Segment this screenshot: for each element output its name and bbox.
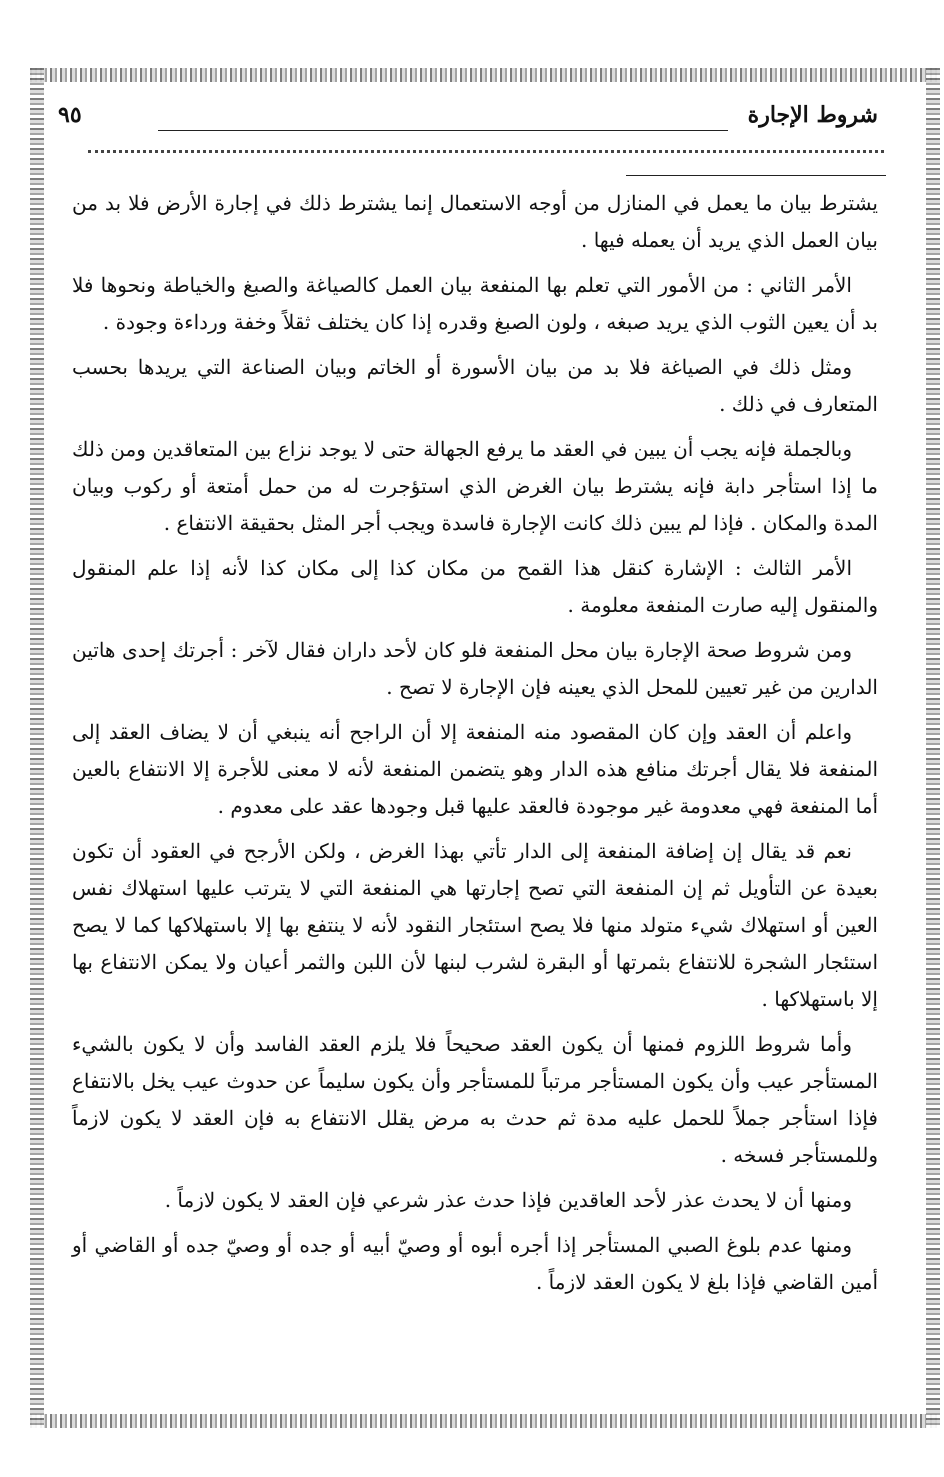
paragraph: ومثل ذلك في الصياغة فلا بد من بيان الأسورة أو الخاتم وبيان الصناعة التي يريدها بحسب المتعارف في ذلك . <box>72 355 878 416</box>
paragraph: واعلم أن العقد وإن كان المقصود منه المنفعة إلا أن الراجح أنه ينبغي أن لا يضاف العقد إلى المنفعة فلا يقال أجرتك منافع هذه الدار وهو يتضمن المنفعة لأنه لا معنى للأجرة إلا الانتفاع بالعين أما المنفعة فهي معدومة غير موجودة فالعقد عليها قبل وجودها عقد على معدوم . <box>72 720 878 818</box>
paragraph: ومنها أن لا يحدث عذر لأحد العاقدين فإذا حدث عذر شرعي فإن العقد لا يكون لازماً . <box>164 1188 852 1212</box>
frame-border-right <box>926 68 940 1428</box>
paragraph: ومنها عدم بلوغ الصبي المستأجر إذا أجره أبوه أو وصيّ أبيه أو جده أو وصيّ جده أو القاضي أو أمين القاضي فإذا بلغ لا يكون العقد لازماً . <box>72 1233 878 1294</box>
main-text-body <box>72 185 878 1309</box>
paragraph: ومن شروط صحة الإجارة بيان محل المنفعة فلو كان لأحد داران فقال لآخر : أجرتك إحدى هاتين الدارين من غير تعيين للمحل الذي يعينه فإن الإجارة لا تصح . <box>72 638 878 699</box>
frame-border-top <box>30 68 940 82</box>
dotted-divider <box>88 150 884 153</box>
paragraph: نعم قد يقال إن إضافة المنفعة إلى الدار تأتي بهذا الغرض ، ولكن الأرجح في العقود أن تكون بعيدة عن التأويل ثم إن المنفعة التي تصح إجارتها هي المنفعة التي لا يترتب عليها استهلاك نفس العين أو استهلاك شيء متولد منها فلا يصح استئجار النقود لأنه لا ينتفع بها إلا باستهلاكها كما لا يصح استئجار الشجرة للانتفاع بثمرتها أو البقرة لشرب لبنها لأن اللبن والثمر أعيان ولا يمكن الانتفاع بها إلا باستهلاكها . <box>72 839 879 1011</box>
running-header <box>58 102 878 146</box>
paragraph: الأمر الثاني : من الأمور التي تعلم بها المنفعة بيان العمل كالصياغة والصبغ والخياطة ونحوها فلا بد أن يعين الثوب الذي يريد صبغه ، ولون الصبغ وقدره إذا كان يختلف ثقلاً وخفة ورداءة وجودة . <box>72 273 878 334</box>
frame-border-bottom <box>30 1414 940 1428</box>
solid-divider <box>626 175 886 176</box>
paragraph: وبالجملة فإنه يجب أن يبين في العقد ما يرفع الجهالة حتى لا يوجد نزاع بين المتعاقدين ومن ذلك ما إذا استأجر دابة فإنه يشترط بيان الغرض الذي استؤجرت له من حمل أمتعة أو ركوب وبيان المدة والمكان . فإذا لم يبين ذلك كانت الإجارة فاسدة ويجب أجر المثل بحقيقة الانتفاع . <box>72 437 878 535</box>
running-header-title: شروط الإجارة <box>747 102 878 128</box>
paragraph: وأما شروط اللزوم فمنها أن يكون العقد صحيحاً فلا يلزم العقد الفاسد وأن لا يكون بالشيء المستأجر عيب وأن يكون المستأجر مرتباً للمستأجر وأن يكون سليماً عن حدوث عيب يخل بالانتفاع فإذا استأجر جملاً للحمل عليه مدة ثم حدث به مرض يقلل الانتفاع به فإن العقد لا يكون لازماً وللمستأجر فسخه . <box>72 1032 878 1167</box>
paragraph: الأمر الثالث : الإشارة كنقل هذا القمح من مكان كذا إلى مكان كذا لأنه إذا علم المنقول والمنقول إليه صارت المنفعة معلومة . <box>72 556 878 617</box>
header-rule <box>158 130 728 131</box>
page-number: ٩٥ <box>58 102 82 128</box>
paragraph: يشترط بيان ما يعمل في المنازل من أوجه الاستعمال إنما يشترط ذلك في إجارة الأرض فلا بد من بيان العمل الذي يريد أن يعمله فيها . <box>72 191 878 252</box>
frame-border-left <box>30 68 44 1428</box>
